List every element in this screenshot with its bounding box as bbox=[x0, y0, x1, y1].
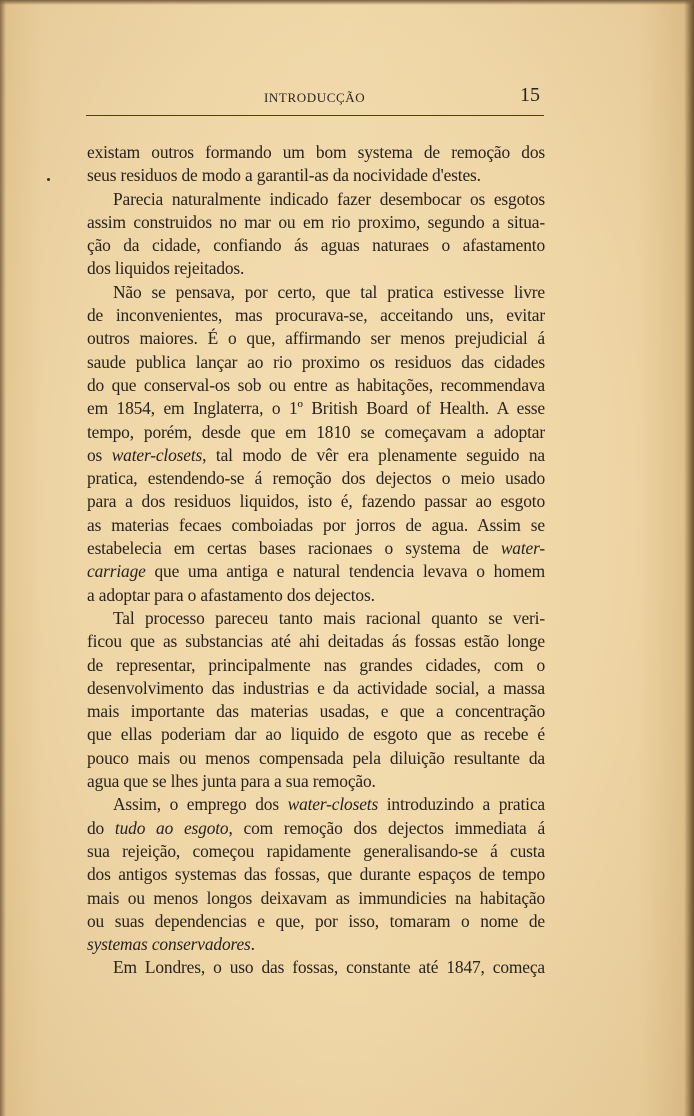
text-segment: estabelecia em certas bases racionaes o systema de bbox=[87, 538, 501, 559]
text-line: existam outros formando um bom systema de remoção dos bbox=[87, 142, 545, 162]
text-line: sua rejeição, começou rapidamente generalisando-se á custa bbox=[87, 840, 545, 861]
text-line: mais importante das materias usadas, e que a concentração bbox=[87, 701, 545, 722]
running-head: INTRODUCÇÃO bbox=[264, 90, 366, 105]
page-edge-shadow-top bbox=[0, 0, 694, 5]
text-line: do que conserval-os sob ou entre as habitações, recommendava bbox=[87, 374, 545, 395]
text-segment: , com remoção dos dejectos immediata á bbox=[228, 817, 545, 838]
text-line bbox=[87, 537, 545, 560]
text-line: pouco mais ou menos compensada pela diluição resultante da bbox=[87, 747, 545, 768]
text-line: assim construidos no mar ou em rio proximo, segundo a situa- bbox=[87, 211, 545, 232]
text-line: em 1854, em Inglaterra, o 1º British Board of Health. A esse bbox=[87, 398, 545, 419]
text-line bbox=[87, 933, 545, 956]
text-line: saude publica lançar ao rio proximo os residuos das cidades bbox=[87, 351, 545, 372]
body-text bbox=[87, 141, 545, 980]
text-line: as materias fecaes comboiadas por jorros de agua. Assim se bbox=[87, 514, 545, 535]
page-edge-shadow-left bbox=[0, 0, 6, 1116]
text-line: Não se pensava, por certo, que tal pratica estivesse livre bbox=[113, 281, 545, 302]
page-number: 15 bbox=[520, 84, 540, 106]
text-segment: do bbox=[87, 817, 115, 838]
text-line: a adoptar para o afastamento dos dejectos. bbox=[87, 584, 375, 605]
text-line bbox=[87, 444, 545, 467]
text-line: de representar, principalmente nas grandes cidades, com o bbox=[87, 654, 545, 675]
text-line: ção da cidade, confiando ás aguas naturaes o afastamento bbox=[87, 235, 545, 256]
text-line: pratica, estendendo-se á remoção dos dejectos o meio usado bbox=[87, 468, 545, 489]
text-line: Em Londres, o uso das fossas, constante até 1847, começa bbox=[113, 957, 545, 978]
text-line: seus residuos de modo a garantil-as da nocividade d'estes. bbox=[87, 165, 481, 186]
italic-term: systemas conservadores bbox=[87, 934, 251, 955]
text-segment: Assim, o emprego dos bbox=[113, 794, 288, 815]
text-line bbox=[87, 560, 545, 583]
text-segment: . bbox=[250, 934, 255, 955]
text-line: outros maiores. É o que, affirmando ser menos prejudicial á bbox=[87, 328, 545, 349]
text-line: que ellas poderiam dar ao liquido de esgoto que as recebe é bbox=[87, 724, 545, 745]
text-segment: que uma antiga e natural tendencia levava o homem bbox=[145, 561, 545, 582]
text-line bbox=[87, 817, 545, 840]
text-line: agua que se lhes junta para a sua remoção. bbox=[87, 771, 376, 792]
text-line: dos liquidos rejeitados. bbox=[87, 258, 245, 279]
header-rule bbox=[86, 115, 544, 116]
page-header bbox=[86, 84, 544, 112]
italic-term: tudo ao esgoto bbox=[114, 817, 229, 838]
text-line: de inconvenientes, mas procurava-se, acceitando uns, evitar bbox=[87, 305, 545, 326]
text-line: ou suas dependencias e que, por isso, tomaram o nome de bbox=[87, 910, 545, 931]
text-line: Tal processo pareceu tanto mais racional quanto se veri- bbox=[113, 607, 545, 628]
text-segment: introduzindo a pratica bbox=[378, 794, 545, 815]
text-line: para a dos residuos liquidos, isto é, fazendo passar ao esgoto bbox=[87, 491, 545, 512]
italic-term: carriage bbox=[87, 561, 146, 582]
text-line: desenvolvimento das industrias e da actividade social, a massa bbox=[87, 677, 545, 698]
text-line: mais ou menos longos deixavam as immundicies na habitação bbox=[87, 887, 545, 908]
margin-mark bbox=[47, 178, 50, 181]
text-line: tempo, porém, desde que em 1810 se começavam a adoptar bbox=[87, 421, 545, 442]
italic-term: water-closets bbox=[111, 444, 203, 465]
text-line bbox=[87, 793, 545, 816]
italic-term: water-closets bbox=[287, 794, 379, 815]
text-segment: , tal modo de vêr era plenamente seguido na bbox=[202, 444, 545, 465]
page-edge-shadow-right bbox=[684, 0, 694, 1116]
italic-term: water- bbox=[500, 538, 545, 559]
text-line: Parecia naturalmente indicado fazer desembocar os esgotos bbox=[113, 188, 545, 209]
text-line: dos antigos systemas das fossas, que durante espaços de tempo bbox=[87, 864, 545, 885]
text-segment: os bbox=[87, 444, 112, 465]
text-line: ficou que as substancias até ahi deitadas ás fossas estão longe bbox=[87, 631, 545, 652]
